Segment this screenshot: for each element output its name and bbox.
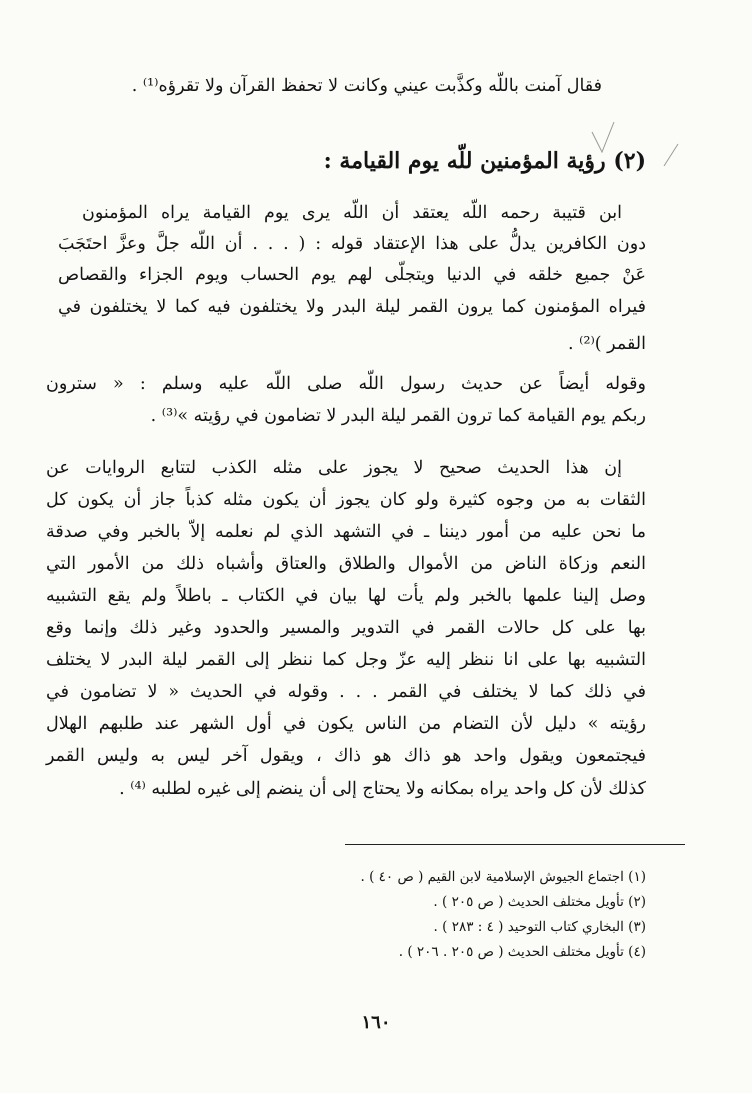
para3-line-10: فيجتمعون ويقول واحد هو ذاك هو ذاك ، ويقول آخر ليس به وليس القمر: [46, 746, 646, 766]
para1-line-5: القمر )⁽²⁾ .: [568, 334, 646, 354]
para3-line-3: ما نحن عليه من أمور ديننا ـ في التشهد الذي لم نعلمه إلاّ بالخبر وفي صدقة: [46, 522, 646, 542]
para3-line-1: إن هذا الحديث صحيح لا يجوز على مثله الكذب لتتابع الروايات عن: [46, 458, 622, 478]
para2-line-1: وقوله أيضاً عن حديث رسول اللّه صلى اللّه عليه وسلم : « سترون: [46, 374, 646, 394]
footnote-divider: [345, 844, 685, 845]
footnote-3: (٣) البخاري كتاب التوحيد ( ٤ : ٢٨٣ ) .: [433, 919, 646, 935]
page-number: ١٦٠: [361, 1012, 391, 1033]
para1-line-2: دون الكافرين يدلُّ على هذا الإعتقاد قوله : ( . . . أن اللّه جلَّ وعزَّ احتَجَبَ: [58, 234, 646, 254]
para3-line-6: بها على كل حالات القمر في التدوير والمسير والحدود وغير ذلك وإنما وقع: [46, 618, 646, 638]
para3-line-11: كذلك لأن كل واحد يراه بمكانه ولا يحتاج إلى أن ينضم إلى غيره لطلبه ⁽⁴⁾ .: [119, 779, 646, 799]
margin-pencil-stroke: [660, 140, 684, 170]
para3-line-2: الثقات به من وجوه كثيرة ولو كان يجوز أن يكون مثله كذباً جاز أن يكون كل: [46, 490, 646, 510]
para1-line-1: ابن قتيبة رحمه اللّه يعتقد أن اللّه يرى يوم القيامة يراه المؤمنون: [82, 203, 622, 223]
footnote-2: (٢) تأويل مختلف الحديث ( ص ٢٠٥ ) .: [433, 894, 646, 910]
footnote-4: (٤) تأويل مختلف الحديث ( ص ٢٠٥ . ٢٠٦ ) .: [398, 944, 646, 960]
para3-line-7: التشبيه بها على انا ننظر إليه عزّ وجل كما ننظر إلى القمر ليلة البدر لا يختلف: [46, 650, 646, 670]
para3-line-9: رؤيته » دليل لأن التضام من الناس يكون في أول الشهر عند طلبهم الهلال: [46, 714, 646, 734]
section-heading: (٢) رؤية المؤمنين للّه يوم القيامة :: [323, 148, 646, 174]
para1-line-4: فيراه المؤمنون كما يرون القمر ليلة البدر ولا يختلفون فيه كما لا يختلفون في: [58, 297, 646, 317]
para3-line-5: وصل إلينا علمها بالخبر ولم يأت لها بيان في الكتاب ـ باطلاً ولم يقع التشبيه: [46, 586, 646, 606]
para2-line-2: ربكم يوم القيامة كما ترون القمر ليلة البدر لا تضامون في رؤيته »⁽³⁾ .: [150, 406, 646, 426]
para3-line-4: النعم وزكاة الناض من الأموال والطلاق والعتاق وأشباه ذلك من الأمور التي: [46, 554, 646, 574]
footnote-1: (١) اجتماع الجيوش الإسلامية لابن القيم ( ص ٤٠ ) .: [360, 869, 646, 885]
para3-line-8: في ذلك كما لا يختلف في القمر . . . وقوله في الحديث « لا تضامون في: [46, 682, 646, 702]
para1-line-3: عَنْ جميع خلقه في الدنيا ويتجلّى لهم يوم الحساب ويوم الجزاء والقصاص: [58, 265, 646, 285]
top-line: فقال آمنت باللّه وكذَّبت عيني وكانت لا تحفظ القرآن ولا تقرؤه⁽¹⁾ .: [131, 76, 602, 96]
